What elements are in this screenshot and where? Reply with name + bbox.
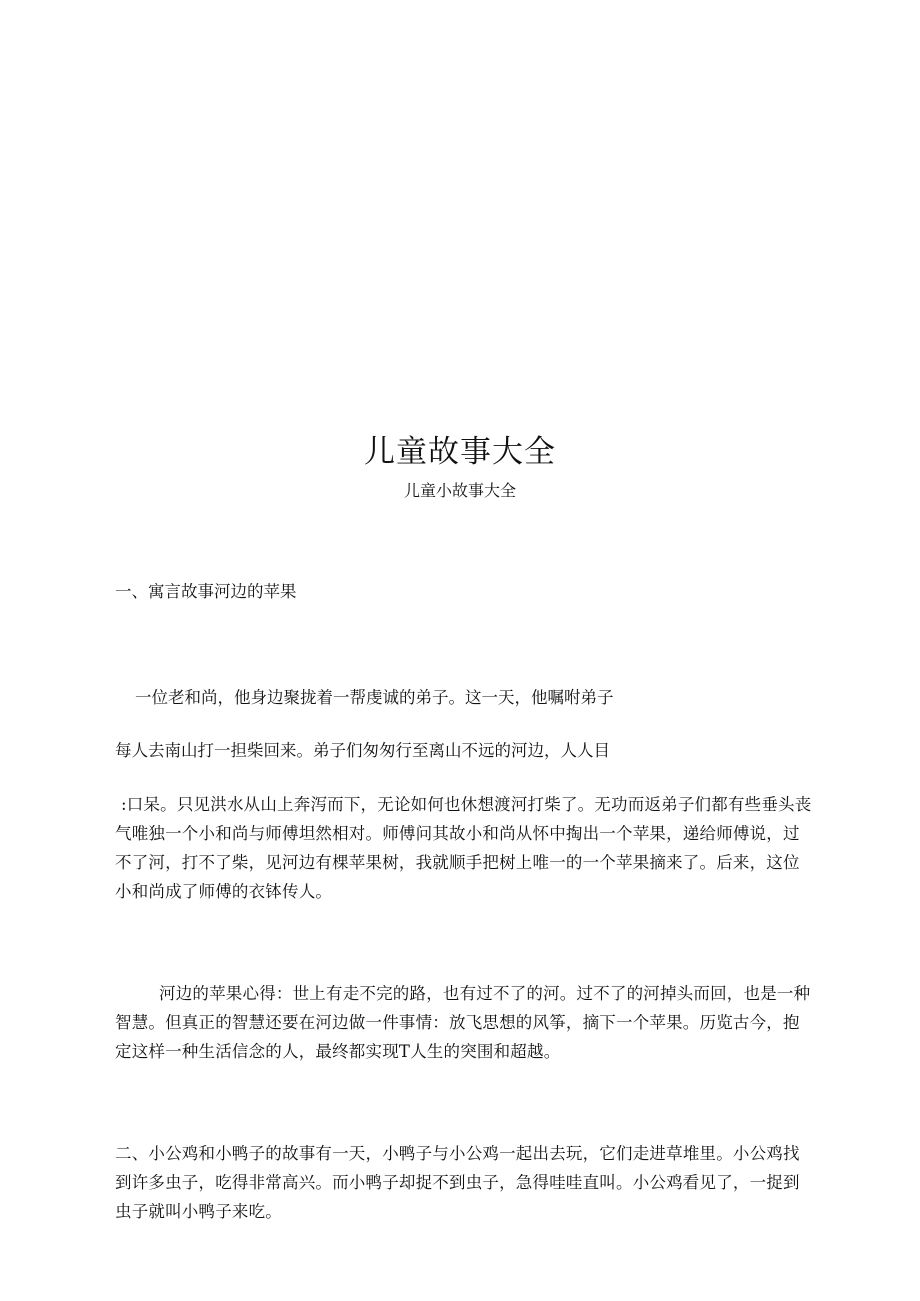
story-paragraph-1-text: :口呆。只见洪水从山上奔泻而下，无论如何也休想渡河打柴了。无功而返弟子们都有些垂头丧气唯独一个小和尚与师傅坦然相对。师傅问其故小和尚从怀中掏出一个苹果，递给师傅说，过不了河，打不了柴，见河边有棵苹果树，我就顺手把树上唯一的一个苹果摘来了。后来，这位小和尚成了师傅的衣钵传人。 [115,795,812,901]
story-paragraph-1 [115,790,815,906]
document-title: 儿童故事大全 [364,434,556,470]
section-heading-1: 一、寓言故事河边的苹果 [115,582,297,601]
moral-paragraph [115,979,815,1066]
document-subtitle: 儿童小故事大全 [403,481,516,500]
story-line-1: 一位老和尚，他身边聚拢着一帮虔诚的弟子。这一天，他嘱咐弟子 [135,688,614,707]
moral-paragraph-text: 河边的苹果心得：世上有走不完的路，也有过不了的河。过不了的河掉头而回，也是一种智慧。但真正的智慧还要在河边做一件事情：放飞思想的风筝，摘下一个苹果。历览古今，抱定这样一种生活信念的人，最终都实现T人生的突围和超越。 [115,984,811,1061]
section-2-paragraph [115,1139,815,1226]
story-line-2: 每人去南山打一担柴回来。弟子们匆匆行至离山不远的河边，人人目 [115,741,610,760]
section-2-paragraph-text: 二、小公鸡和小鸭子的故事有一天，小鸭子与小公鸡一起出去玩，它们走进草堆里。小公鸡找到许多虫子，吃得非常高兴。而小鸭子却捉不到虫子，急得哇哇直叫。小公鸡看见了，一捉到虫子就叫小鸭子来吃。 [115,1144,800,1221]
